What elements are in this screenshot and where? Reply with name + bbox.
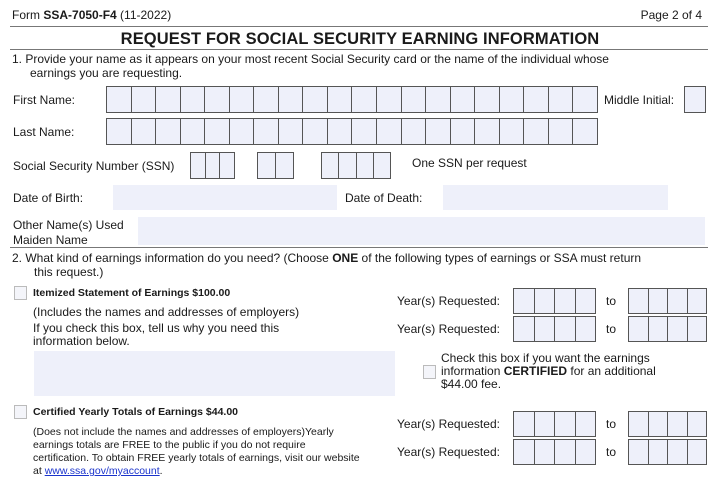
form-number: SSA-7050-F4	[43, 8, 117, 22]
char-cell[interactable]	[230, 119, 255, 144]
form-id	[12, 8, 171, 22]
char-cell[interactable]	[156, 87, 181, 112]
ssn-label: Social Security Number (SSN)	[13, 159, 175, 173]
char-cell[interactable]	[573, 119, 597, 144]
certify-text-b: for an additional $44.00 fee.	[441, 364, 656, 391]
char-cell[interactable]	[688, 440, 707, 464]
char-cell[interactable]	[276, 153, 293, 178]
char-cell[interactable]	[475, 87, 500, 112]
q2-text-end: of the following types of earnings or SSA must return	[358, 251, 642, 265]
divider	[10, 247, 708, 248]
years-requested-label: Year(s) Requested:	[397, 294, 500, 308]
char-cell[interactable]	[555, 289, 576, 313]
itemized-reason: If you check this box, tell us why you need this information below.	[33, 321, 280, 348]
dob-label: Date of Birth:	[13, 191, 84, 205]
year-to-field[interactable]	[628, 316, 707, 342]
char-cell[interactable]	[573, 87, 597, 112]
char-cell[interactable]	[279, 87, 304, 112]
ssn-note: One SSN per request	[412, 156, 527, 170]
years-requested-label: Year(s) Requested:	[397, 322, 500, 336]
dob-field[interactable]	[113, 185, 337, 210]
char-cell[interactable]	[535, 440, 556, 464]
char-cell[interactable]	[514, 412, 535, 436]
divider	[10, 26, 708, 27]
ssn-serial-field[interactable]	[321, 152, 391, 179]
to-label: to	[606, 294, 617, 308]
to-label: to	[606, 445, 617, 459]
certify-text-a: Check this box if you want the earnings information	[441, 351, 650, 378]
char-cell[interactable]	[132, 87, 157, 112]
itemized-note: (Includes the names and addresses of employers)	[33, 305, 300, 319]
char-cell[interactable]	[629, 412, 649, 436]
char-cell[interactable]	[576, 289, 596, 313]
char-cell[interactable]	[402, 119, 427, 144]
char-cell[interactable]	[402, 87, 427, 112]
char-cell[interactable]	[426, 87, 451, 112]
char-cell[interactable]	[535, 412, 556, 436]
char-cell[interactable]	[629, 440, 649, 464]
years-requested-label: Year(s) Requested:	[397, 445, 500, 459]
char-cell[interactable]	[535, 289, 556, 313]
char-cell[interactable]	[357, 153, 374, 178]
form-prefix: Form	[12, 8, 44, 22]
char-cell[interactable]	[688, 317, 707, 341]
char-cell[interactable]	[629, 317, 649, 341]
middle-initial-label: Middle Initial:	[604, 93, 675, 107]
year-to-field[interactable]	[628, 288, 707, 314]
page-title: REQUEST FOR SOCIAL SECURITY EARNING INFORMATION	[120, 30, 600, 48]
first-name-label: First Name:	[13, 93, 76, 107]
char-cell[interactable]	[514, 317, 535, 341]
instruction-1-cont: earnings you are requesting.	[30, 66, 183, 80]
char-cell[interactable]	[107, 87, 132, 112]
char-cell[interactable]	[668, 412, 688, 436]
year-from-field[interactable]	[513, 288, 596, 314]
to-label: to	[606, 322, 617, 336]
char-cell[interactable]	[500, 87, 525, 112]
char-cell[interactable]	[668, 440, 688, 464]
year-from-field[interactable]	[513, 316, 596, 342]
char-cell[interactable]	[549, 119, 574, 144]
first-name-field[interactable]	[106, 86, 598, 113]
char-cell[interactable]	[303, 119, 328, 144]
note-end: .	[159, 465, 163, 477]
certify-checkbox[interactable]	[423, 365, 436, 379]
char-cell[interactable]	[254, 87, 279, 112]
char-cell[interactable]	[339, 153, 356, 178]
char-cell[interactable]	[377, 87, 402, 112]
char-cell[interactable]	[377, 119, 402, 144]
char-cell[interactable]	[688, 289, 707, 313]
years-requested-label: Year(s) Requested:	[397, 417, 500, 431]
dod-field[interactable]	[443, 185, 668, 210]
ssn-group-field[interactable]	[257, 152, 294, 179]
char-cell[interactable]	[107, 119, 132, 144]
char-cell[interactable]	[258, 153, 276, 178]
char-cell[interactable]	[181, 119, 206, 144]
reason-textarea[interactable]	[34, 351, 395, 396]
itemized-label: Itemized Statement of Earnings $100.00	[33, 287, 231, 299]
char-cell[interactable]	[514, 440, 535, 464]
char-cell[interactable]	[451, 119, 476, 144]
char-cell[interactable]	[206, 153, 221, 178]
char-cell[interactable]	[352, 119, 377, 144]
char-cell[interactable]	[451, 87, 476, 112]
char-cell[interactable]	[205, 119, 230, 144]
char-cell[interactable]	[668, 317, 688, 341]
instruction-1: 1. Provide your name as it appears on your most recent Social Security card or the name of the individual whose	[12, 52, 609, 66]
char-cell[interactable]	[688, 412, 707, 436]
char-cell[interactable]	[576, 317, 596, 341]
char-cell[interactable]	[524, 119, 549, 144]
q2-bold: ONE	[332, 251, 359, 265]
char-cell[interactable]	[181, 87, 206, 112]
char-cell[interactable]	[649, 440, 669, 464]
to-label: to	[606, 417, 617, 431]
char-cell[interactable]	[205, 87, 230, 112]
last-name-label: Last Name:	[13, 125, 75, 139]
year-from-field[interactable]	[513, 439, 596, 465]
char-cell[interactable]	[649, 289, 669, 313]
char-cell[interactable]	[374, 153, 390, 178]
note-text: (Does not include the names and addresses of employers)Yearly earnings totals are FREE to the public if you do not require certification. To obtain FREE yearly totals of earnings, visit our website at	[33, 426, 360, 477]
char-cell[interactable]	[685, 87, 705, 112]
char-cell[interactable]	[555, 317, 576, 341]
year-from-field[interactable]	[513, 411, 596, 437]
char-cell[interactable]	[279, 119, 304, 144]
last-name-field[interactable]	[106, 118, 598, 145]
other-names-field[interactable]	[138, 217, 705, 245]
char-cell[interactable]	[426, 119, 451, 144]
middle-initial-field[interactable]	[684, 86, 706, 113]
certified-totals-label: Certified Yearly Totals of Earnings $44.00	[33, 406, 239, 418]
char-cell[interactable]	[649, 412, 669, 436]
char-cell[interactable]	[191, 153, 206, 178]
char-cell[interactable]	[535, 317, 556, 341]
page-number: Page 2 of 4	[640, 8, 702, 22]
ssn-area-field[interactable]	[190, 152, 235, 179]
char-cell[interactable]	[328, 87, 353, 112]
itemized-checkbox[interactable]	[14, 286, 27, 300]
certified-totals-note	[33, 426, 363, 478]
char-cell[interactable]	[649, 317, 669, 341]
myaccount-link[interactable]: www.ssa.gov/myaccount	[44, 465, 160, 477]
char-cell[interactable]	[500, 119, 525, 144]
char-cell[interactable]	[576, 440, 596, 464]
char-cell[interactable]	[576, 412, 596, 436]
char-cell[interactable]	[555, 412, 576, 436]
char-cell[interactable]	[220, 153, 234, 178]
certified-totals-checkbox[interactable]	[14, 405, 27, 419]
year-to-field[interactable]	[628, 439, 707, 465]
char-cell[interactable]	[230, 87, 255, 112]
question-2	[12, 251, 641, 265]
form-date: (11-2022)	[116, 8, 172, 22]
char-cell[interactable]	[328, 119, 353, 144]
q2-text: 2. What kind of earnings information do you need? (Choose	[12, 251, 333, 265]
other-names-label: Other Name(s) Used	[13, 218, 124, 232]
year-to-field[interactable]	[628, 411, 707, 437]
char-cell[interactable]	[132, 119, 157, 144]
char-cell[interactable]	[629, 289, 649, 313]
dod-label: Date of Death:	[345, 191, 423, 205]
char-cell[interactable]	[475, 119, 500, 144]
char-cell[interactable]	[322, 153, 339, 178]
question-2-cont: this request.)	[34, 265, 104, 279]
certify-text	[441, 352, 686, 391]
divider	[10, 49, 708, 50]
char-cell[interactable]	[524, 87, 549, 112]
char-cell[interactable]	[668, 289, 688, 313]
maiden-name-label: Maiden Name	[13, 233, 88, 247]
char-cell[interactable]	[156, 119, 181, 144]
char-cell[interactable]	[555, 440, 576, 464]
char-cell[interactable]	[254, 119, 279, 144]
char-cell[interactable]	[549, 87, 574, 112]
char-cell[interactable]	[303, 87, 328, 112]
char-cell[interactable]	[352, 87, 377, 112]
char-cell[interactable]	[514, 289, 535, 313]
certify-bold: CERTIFIED	[503, 364, 568, 378]
